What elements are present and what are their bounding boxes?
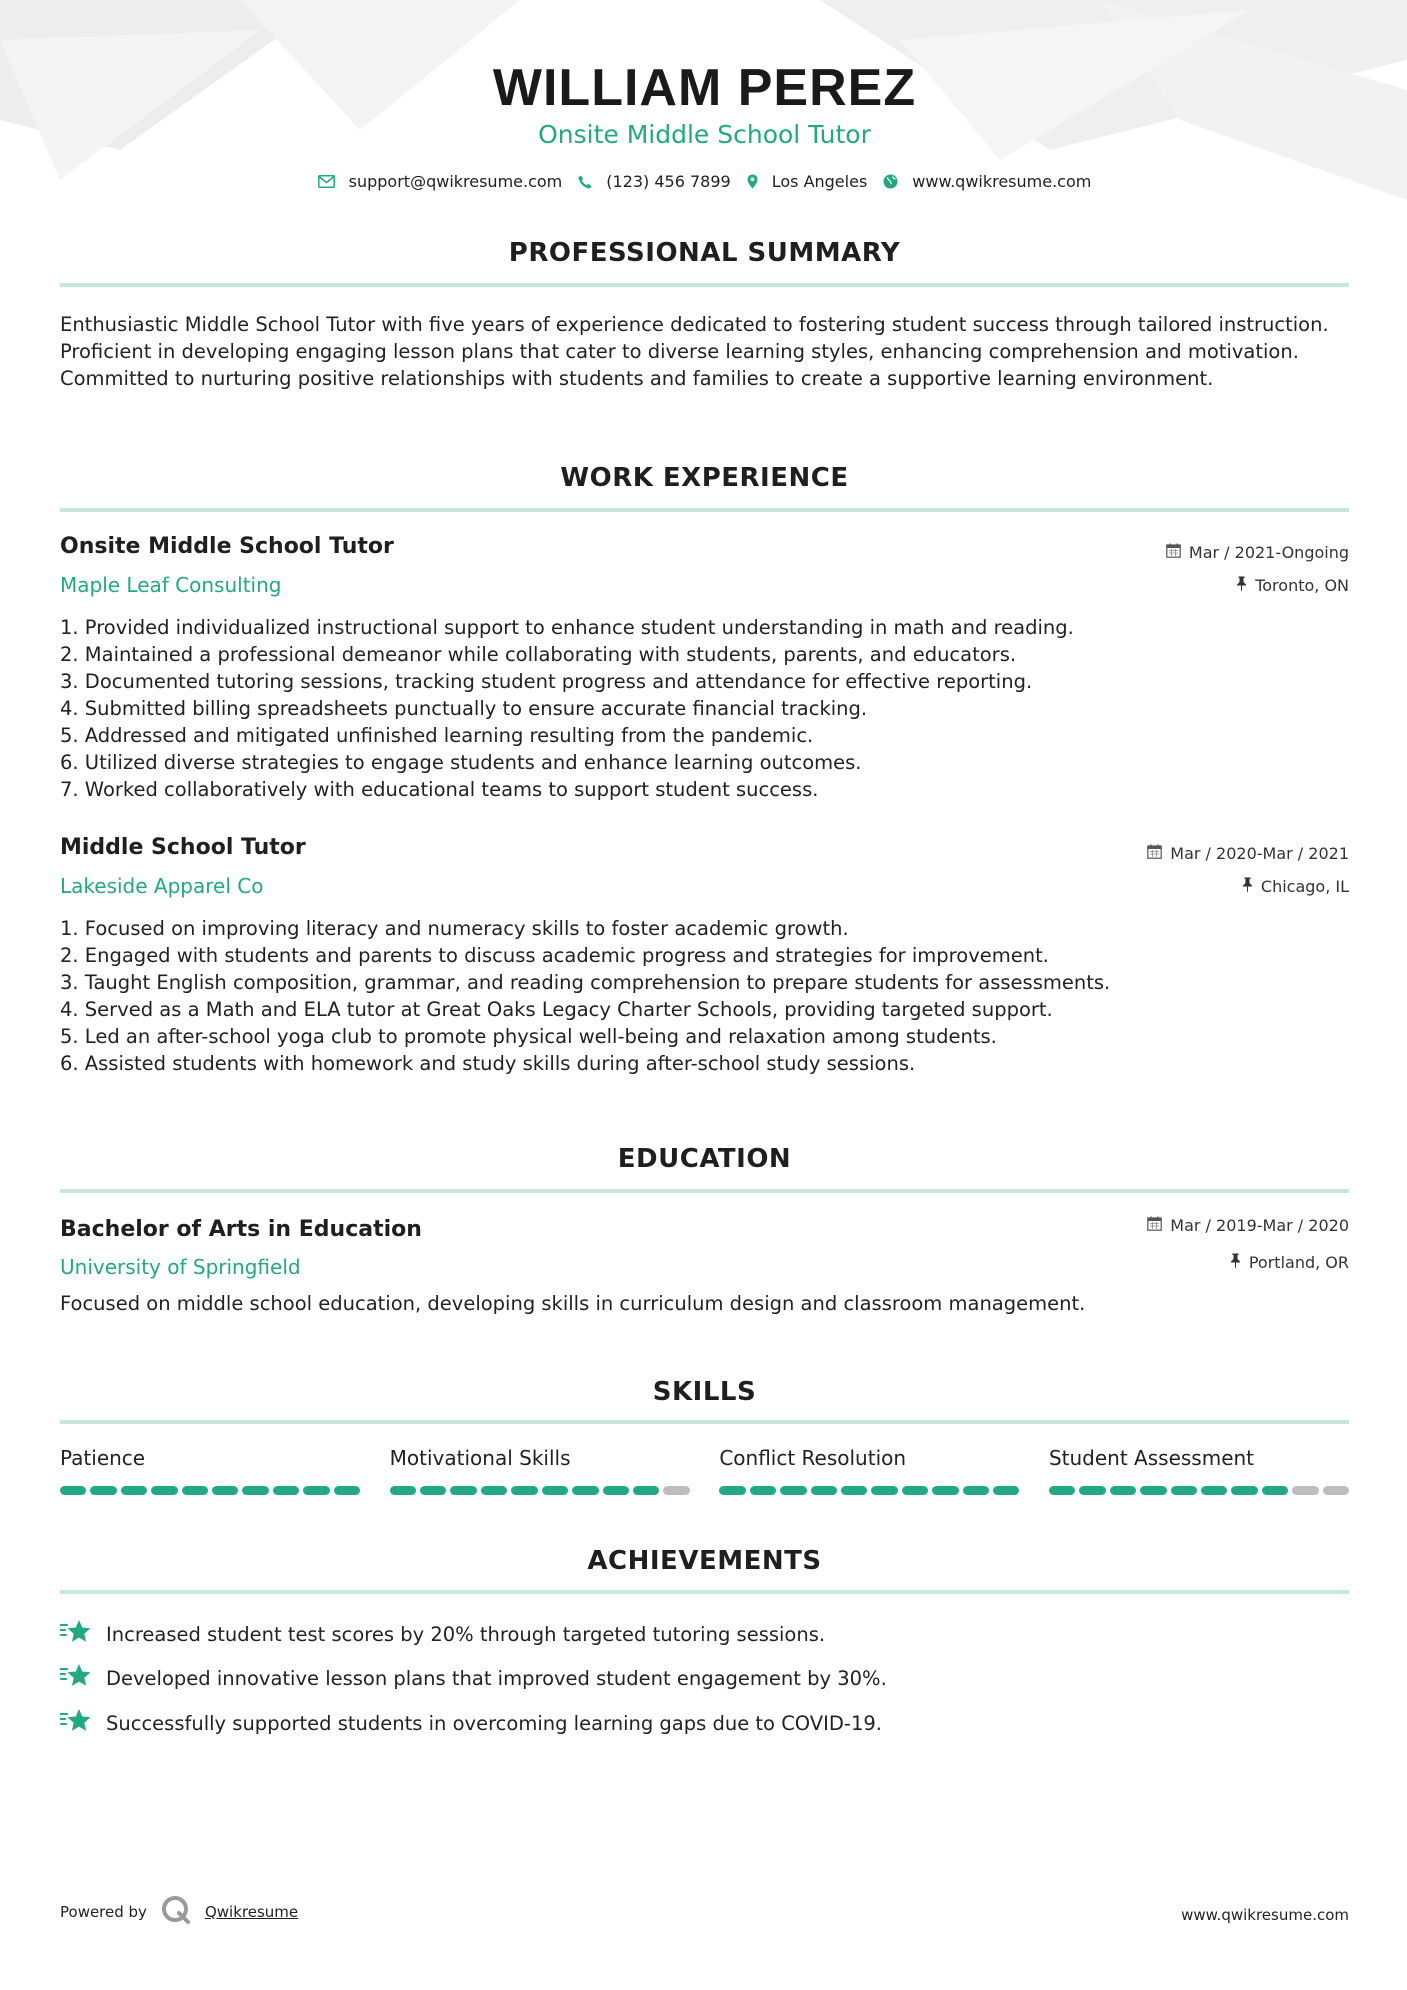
job-company: Maple Leaf Consulting <box>60 573 282 597</box>
list-item: 6. Utilized diverse strategies to engage students and enhance learning outcomes. <box>60 751 862 774</box>
achievement-text: Successfully supported students in overcoming learning gaps due to COVID-19. <box>106 1712 882 1735</box>
job-date <box>1147 844 1349 863</box>
skill-segment-filled <box>212 1486 238 1495</box>
skill-segment-filled <box>303 1486 329 1495</box>
skill-segment-filled <box>450 1486 476 1495</box>
job-location <box>1242 877 1349 896</box>
skill-segment-filled <box>1110 1486 1136 1495</box>
education-date-text: Mar / 2019-Mar / 2020 <box>1170 1216 1349 1235</box>
skill-segment-filled <box>60 1486 86 1495</box>
skill-name: Student Assessment <box>1048 1446 1255 1470</box>
education-heading: EDUCATION <box>617 1144 792 1174</box>
globe-icon <box>883 174 898 189</box>
skill-segment-filled <box>1079 1486 1105 1495</box>
skill-segment-filled <box>390 1486 416 1495</box>
pushpin-icon <box>1236 576 1247 595</box>
qwikresume-logo-icon <box>161 1895 191 1929</box>
skill-segment-filled <box>780 1486 806 1495</box>
qwikresume-link[interactable]: Qwikresume <box>204 1903 299 1921</box>
skill-segment-filled <box>1231 1486 1257 1495</box>
job-location-text: Chicago, IL <box>1260 877 1349 896</box>
skill-item <box>719 1446 1019 1495</box>
skill-item <box>60 1446 360 1495</box>
job-title: Onsite Middle School Tutor <box>60 534 394 559</box>
job-location <box>1236 576 1349 595</box>
list-item: 2. Maintained a professional demeanor while collaborating with students, parents, and educators. <box>60 643 1017 666</box>
skills-heading: SKILLS <box>652 1377 757 1407</box>
education-description: Focused on middle school education, developing skills in curriculum design and classroom management. <box>60 1292 1086 1315</box>
calendar-icon <box>1147 1216 1162 1235</box>
skill-segment-filled <box>633 1486 659 1495</box>
skill-name: Motivational Skills <box>389 1446 571 1470</box>
achievement-item <box>60 1663 887 1694</box>
education-degree: Bachelor of Arts in Education <box>60 1217 422 1242</box>
achievement-item <box>60 1619 825 1650</box>
skill-level-bar <box>390 1486 690 1495</box>
skill-segment-filled <box>334 1486 360 1495</box>
skill-name: Patience <box>60 1446 146 1470</box>
candidate-title: Onsite Middle School Tutor <box>538 120 871 149</box>
skill-segment-filled <box>273 1486 299 1495</box>
map-pin-icon <box>747 174 758 189</box>
skill-segment-filled <box>932 1486 958 1495</box>
skill-segment-filled <box>151 1486 177 1495</box>
skill-segment-filled <box>90 1486 116 1495</box>
job-date-text: Mar / 2020-Mar / 2021 <box>1170 844 1349 863</box>
skill-level-bar <box>719 1486 1019 1495</box>
skill-segment-filled <box>871 1486 897 1495</box>
job-location-text: Toronto, ON <box>1255 576 1349 595</box>
skill-segment-filled <box>572 1486 598 1495</box>
summary-divider <box>60 283 1349 287</box>
job-date-text: Mar / 2021-Ongoing <box>1188 543 1349 562</box>
list-item: 5. Led an after-school yoga club to promote physical well-being and relaxation among students. <box>60 1025 997 1048</box>
list-item: 5. Addressed and mitigated unfinished learning resulting from the pandemic. <box>60 724 814 747</box>
envelope-icon <box>318 175 335 188</box>
achievement-text: Increased student test scores by 20% through targeted tutoring sessions. <box>106 1623 826 1646</box>
calendar-icon <box>1147 844 1162 863</box>
footer-website[interactable]: www.qwikresume.com <box>1181 1906 1349 1924</box>
job-date <box>1166 543 1349 562</box>
education-location-text: Portland, OR <box>1248 1253 1349 1272</box>
list-item: 7. Worked collaboratively with educational teams to support student success. <box>60 778 819 801</box>
skill-segment-filled <box>121 1486 147 1495</box>
achievement-item <box>60 1708 882 1739</box>
experience-heading: WORK EXPERIENCE <box>560 463 849 493</box>
education-date <box>1147 1216 1349 1235</box>
pushpin-icon <box>1230 1253 1241 1272</box>
education-divider <box>60 1189 1349 1193</box>
skill-segment-filled <box>1262 1486 1288 1495</box>
skill-segment-filled <box>902 1486 928 1495</box>
phone-text: (123) 456 7899 <box>606 172 731 191</box>
education-school: University of Springfield <box>60 1255 301 1279</box>
summary-text: Enthusiastic Middle School Tutor with five years of experience dedicated to fostering student success through tailored instruction. Proficient in developing engaging lesson plans that cater to diverse learning styles, enhancing comprehension and motivation. Committed to nurturing positive relationships with students and families to create a supportive learning environment. <box>60 313 1329 390</box>
contact-bar <box>60 172 1349 191</box>
star-icon <box>60 1619 92 1650</box>
candidate-name: WILLIAM PEREZ <box>492 59 917 117</box>
skill-segment-empty <box>1292 1486 1318 1495</box>
list-item: 4. Served as a Math and ELA tutor at Great Oaks Legacy Charter Schools, providing targeted support. <box>60 998 1053 1021</box>
contact-location <box>747 172 868 191</box>
list-item: 4. Submitted billing spreadsheets punctually to ensure accurate financial tracking. <box>60 697 868 720</box>
phone-icon <box>578 175 592 189</box>
job-title: Middle School Tutor <box>60 835 306 860</box>
location-text: Los Angeles <box>771 172 868 191</box>
email-text: support@qwikresume.com <box>348 172 563 191</box>
skill-segment-filled <box>511 1486 537 1495</box>
skill-segment-filled <box>1049 1486 1075 1495</box>
skill-segment-filled <box>242 1486 268 1495</box>
list-item: 1. Provided individualized instructional support to enhance student understanding in math and reading. <box>60 616 1074 639</box>
job-bullets <box>60 614 1349 803</box>
list-item: 6. Assisted students with homework and study skills during after-school study sessions. <box>60 1052 916 1075</box>
skill-segment-filled <box>811 1486 837 1495</box>
achievement-text: Developed innovative lesson plans that improved student engagement by 30%. <box>106 1667 887 1690</box>
skill-item <box>390 1446 690 1495</box>
star-icon <box>60 1708 92 1739</box>
skills-divider <box>60 1420 1349 1424</box>
skill-segment-filled <box>993 1486 1019 1495</box>
skill-segment-empty <box>663 1486 689 1495</box>
skill-segment-filled <box>542 1486 568 1495</box>
footer-branding <box>60 1895 298 1929</box>
list-item: 1. Focused on improving literacy and numeracy skills to foster academic growth. <box>60 917 849 940</box>
skill-segment-filled <box>1171 1486 1197 1495</box>
skill-level-bar <box>60 1486 360 1495</box>
job-bullets <box>60 915 1349 1077</box>
skill-segment-filled <box>420 1486 446 1495</box>
skill-segment-filled <box>963 1486 989 1495</box>
star-icon <box>60 1663 92 1694</box>
pushpin-icon <box>1242 877 1253 896</box>
list-item: 2. Engaged with students and parents to discuss academic progress and strategies for improvement. <box>60 944 1049 967</box>
skills-grid <box>60 1446 1349 1495</box>
skill-name: Conflict Resolution <box>719 1446 907 1470</box>
skill-segment-filled <box>719 1486 745 1495</box>
experience-divider <box>60 508 1349 512</box>
contact-phone[interactable] <box>578 172 730 191</box>
skill-segment-filled <box>1140 1486 1166 1495</box>
skill-segment-filled <box>182 1486 208 1495</box>
skill-segment-filled <box>1201 1486 1227 1495</box>
skill-segment-filled <box>841 1486 867 1495</box>
achievements-divider <box>60 1590 1349 1594</box>
skill-segment-empty <box>1323 1486 1349 1495</box>
website-text: www.qwikresume.com <box>912 172 1092 191</box>
skill-item <box>1049 1446 1349 1495</box>
skill-segment-filled <box>750 1486 776 1495</box>
list-item: 3. Taught English composition, grammar, and reading comprehension to prepare students for assessments. <box>60 971 1111 994</box>
skill-segment-filled <box>603 1486 629 1495</box>
skill-segment-filled <box>481 1486 507 1495</box>
contact-email[interactable] <box>318 172 563 191</box>
summary-heading: PROFESSIONAL SUMMARY <box>508 238 901 268</box>
skill-level-bar <box>1049 1486 1349 1495</box>
powered-by-label: Powered by <box>60 1903 147 1921</box>
job-company: Lakeside Apparel Co <box>60 874 264 898</box>
calendar-icon <box>1166 543 1181 562</box>
achievements-heading: ACHIEVEMENTS <box>587 1546 822 1576</box>
contact-website[interactable] <box>883 172 1091 191</box>
education-location <box>1230 1253 1349 1272</box>
list-item: 3. Documented tutoring sessions, tracking student progress and attendance for effective reporting. <box>60 670 1033 693</box>
